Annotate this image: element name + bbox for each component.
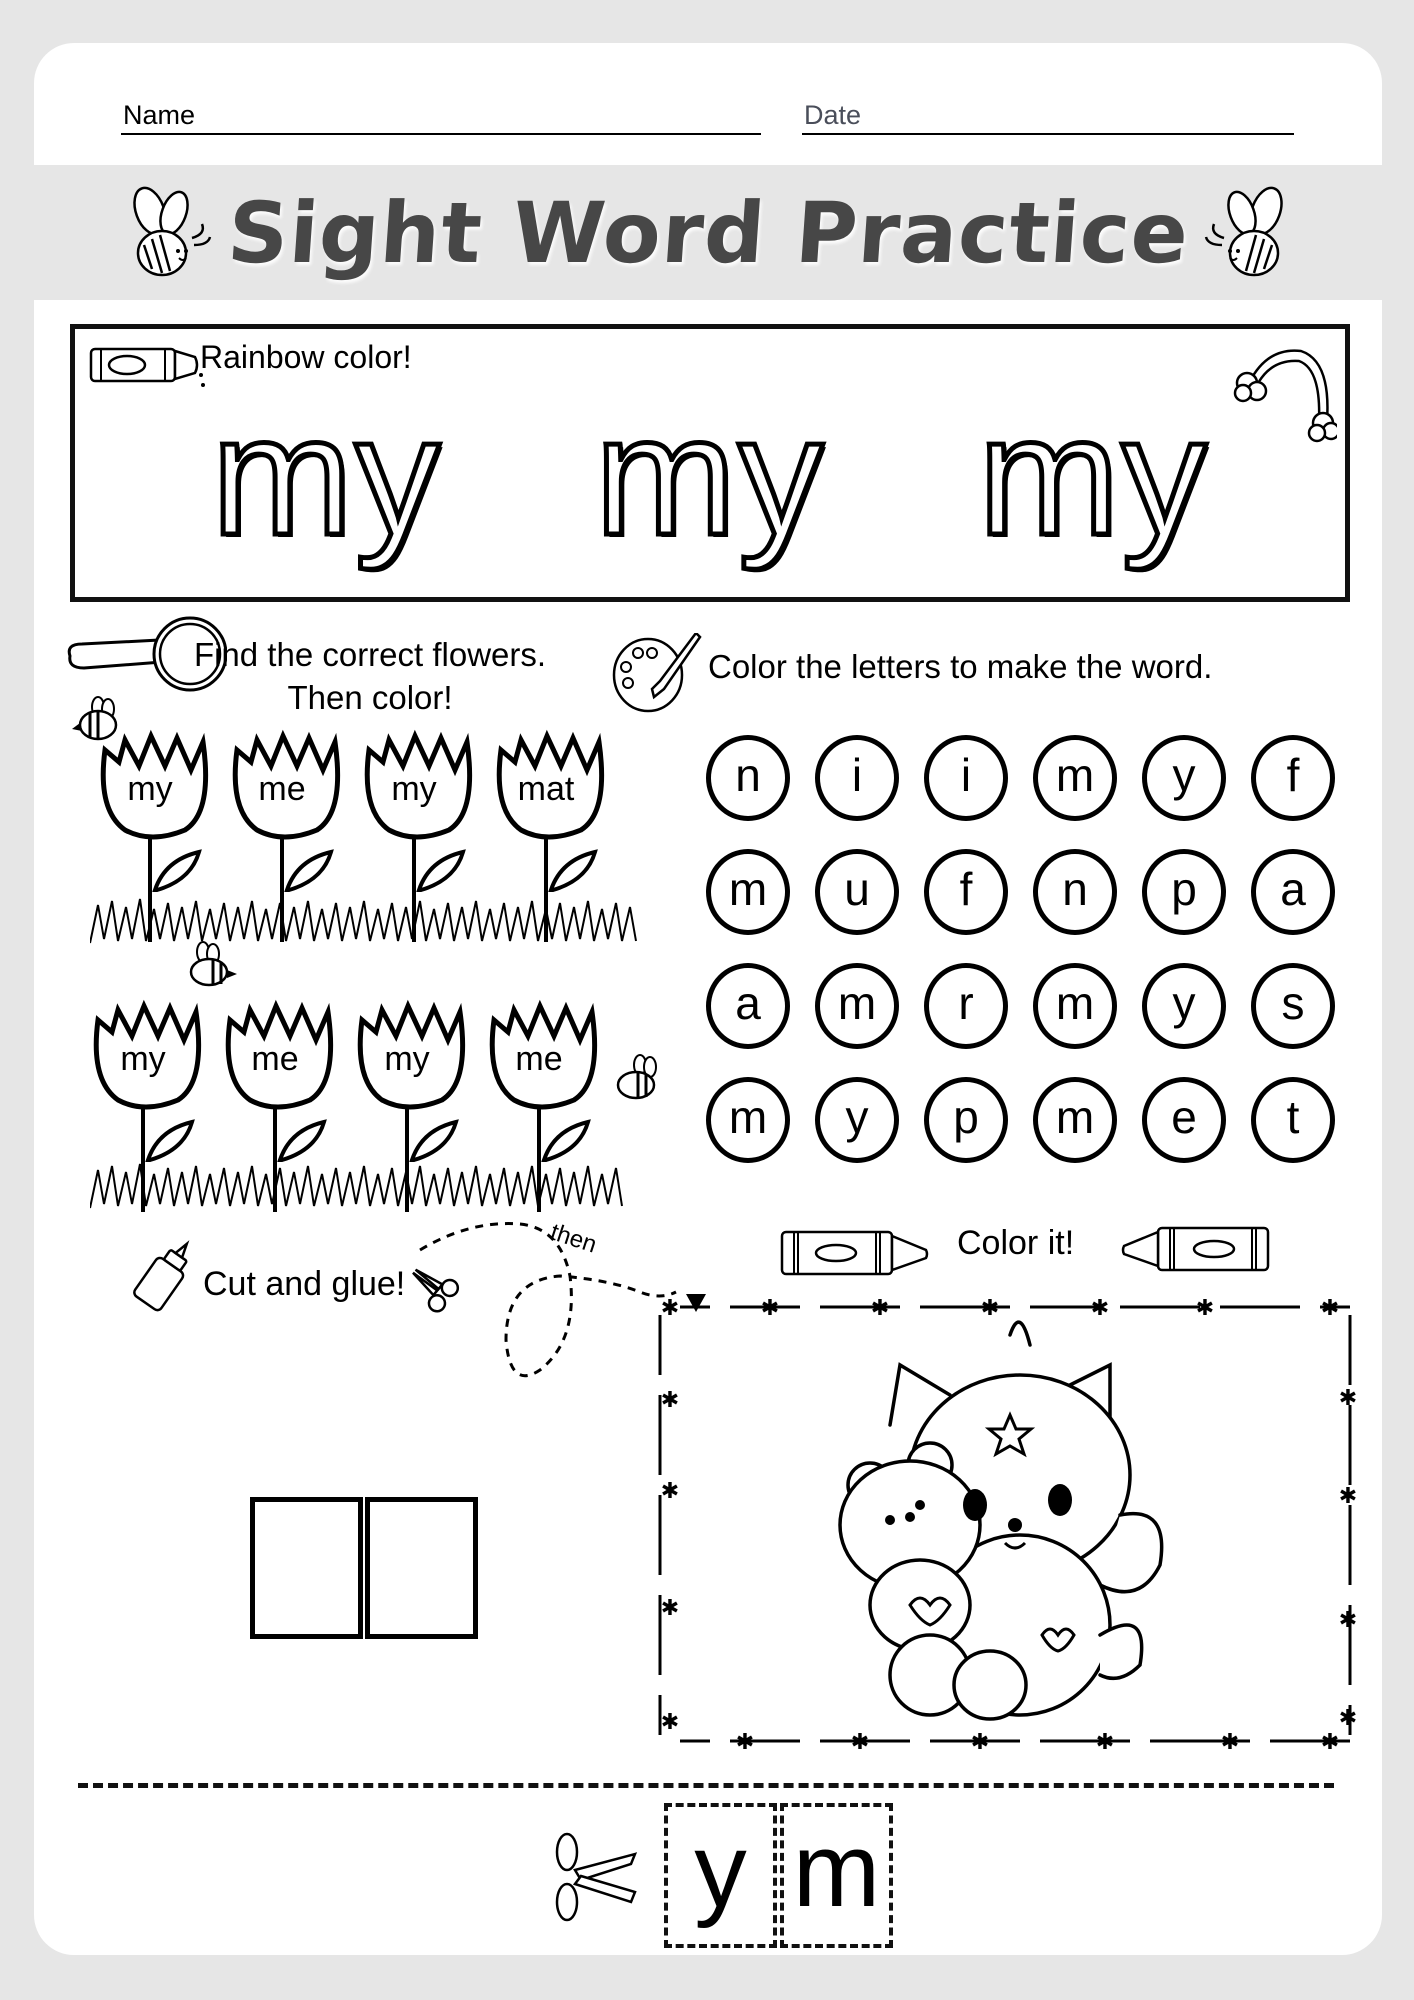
letter-bubble[interactable]: n bbox=[706, 735, 790, 821]
letter-bubble[interactable]: p bbox=[924, 1077, 1008, 1163]
svg-text:✱: ✱ bbox=[1220, 1730, 1240, 1755]
svg-text:✱: ✱ bbox=[1090, 1296, 1110, 1321]
svg-text:✱: ✱ bbox=[1195, 1296, 1215, 1321]
rainbow-color-section bbox=[70, 324, 1350, 602]
letter-bubble[interactable]: m bbox=[1033, 735, 1117, 821]
bee-icon bbox=[185, 940, 240, 990]
flower-word: my bbox=[120, 1040, 166, 1078]
svg-text:✱: ✱ bbox=[1320, 1296, 1340, 1321]
grass-icon bbox=[90, 895, 640, 945]
cutout-letter-tile[interactable]: y bbox=[664, 1803, 777, 1948]
svg-text:✱: ✱ bbox=[660, 1596, 680, 1621]
color-it-instruction: Color it! bbox=[957, 1224, 1075, 1262]
letter-bubble[interactable]: i bbox=[815, 735, 899, 821]
outline-word[interactable]: my bbox=[978, 381, 1209, 571]
svg-text:✱: ✱ bbox=[760, 1296, 780, 1321]
svg-text:✱: ✱ bbox=[660, 1388, 680, 1413]
outline-word[interactable]: my bbox=[594, 381, 826, 571]
letter-bubble[interactable]: y bbox=[1142, 963, 1226, 1049]
bee-icon bbox=[610, 1053, 665, 1103]
crayon-icon bbox=[87, 341, 207, 389]
glue-box[interactable] bbox=[365, 1497, 478, 1639]
bee-icon bbox=[122, 183, 214, 283]
letter-bubble[interactable]: y bbox=[815, 1077, 899, 1163]
svg-text:✱: ✱ bbox=[1338, 1608, 1358, 1633]
page-title: Sight Word Practice bbox=[224, 183, 1192, 282]
svg-text:✱: ✱ bbox=[1338, 1484, 1358, 1509]
letter-bubble[interactable]: t bbox=[1251, 1077, 1335, 1163]
outline-word[interactable]: my bbox=[211, 381, 442, 571]
glue-bottle-icon bbox=[125, 1235, 205, 1315]
flower-word: me bbox=[251, 1040, 299, 1078]
svg-text:✱: ✱ bbox=[970, 1730, 990, 1755]
letter-bubble[interactable]: a bbox=[1251, 849, 1335, 935]
flower-word: my bbox=[127, 770, 173, 808]
letter-bubble[interactable]: a bbox=[706, 963, 790, 1049]
scissors-icon bbox=[545, 1830, 640, 1925]
letter-bubble[interactable]: p bbox=[1142, 849, 1226, 935]
flower-word: me bbox=[258, 770, 306, 808]
letter-bubble[interactable]: f bbox=[1251, 735, 1335, 821]
date-field[interactable] bbox=[802, 95, 1294, 135]
svg-text:✱: ✱ bbox=[660, 1479, 680, 1504]
svg-text:✱: ✱ bbox=[735, 1730, 755, 1755]
svg-text:✱: ✱ bbox=[850, 1730, 870, 1755]
letter-bubble[interactable]: s bbox=[1251, 963, 1335, 1049]
flower-word: mat bbox=[517, 770, 575, 808]
svg-text:✱: ✱ bbox=[660, 1710, 680, 1735]
date-label: Date bbox=[804, 100, 862, 130]
letters-instruction: Color the letters to make the word. bbox=[708, 648, 1213, 685]
cut-glue-instruction: Cut and glue! bbox=[203, 1265, 406, 1303]
title-banner bbox=[34, 165, 1382, 300]
glue-box[interactable] bbox=[250, 1497, 363, 1639]
letter-bubble[interactable]: r bbox=[924, 963, 1008, 1049]
letter-bubble[interactable]: u bbox=[815, 849, 899, 935]
crayon-icon bbox=[1120, 1224, 1270, 1274]
svg-text:✱: ✱ bbox=[660, 1296, 680, 1321]
letter-bubble[interactable]: m bbox=[815, 963, 899, 1049]
then-label: then bbox=[547, 1218, 600, 1259]
svg-text:✱: ✱ bbox=[1095, 1730, 1115, 1755]
letter-bubble[interactable]: e bbox=[1142, 1077, 1226, 1163]
bee-icon bbox=[1202, 183, 1294, 283]
cutout-tiles bbox=[664, 1803, 893, 1948]
letter-bubble[interactable]: f bbox=[924, 849, 1008, 935]
crayon-icon bbox=[780, 1228, 930, 1278]
svg-text:✱: ✱ bbox=[1338, 1706, 1358, 1731]
svg-text:✱: ✱ bbox=[870, 1296, 890, 1321]
cutout-letter-tile[interactable]: m bbox=[780, 1803, 893, 1948]
flower-instruction: Find the correct flowers. Then color! bbox=[193, 636, 547, 716]
svg-text:✱: ✱ bbox=[980, 1296, 1000, 1321]
flower-word: my bbox=[391, 770, 437, 808]
outline-words bbox=[75, 381, 1345, 571]
cut-line bbox=[78, 1783, 1334, 1788]
rainbow-instruction: Rainbow color! bbox=[200, 339, 412, 375]
name-label: Name bbox=[123, 100, 196, 130]
letter-bubble[interactable]: i bbox=[924, 735, 1008, 821]
flower-word: my bbox=[384, 1040, 430, 1078]
flower-word: me bbox=[515, 1040, 563, 1078]
letter-bubble[interactable]: y bbox=[1142, 735, 1226, 821]
svg-text:✱: ✱ bbox=[1338, 1386, 1358, 1411]
palette-icon bbox=[610, 633, 705, 713]
unicorn-cat-with-teddy-bear-illustration bbox=[810, 1305, 1190, 1725]
grass-icon bbox=[90, 1160, 640, 1210]
svg-text:✱: ✱ bbox=[1320, 1730, 1340, 1755]
letter-grid bbox=[706, 735, 1335, 1163]
letter-bubble[interactable]: m bbox=[1033, 1077, 1117, 1163]
glue-target-boxes bbox=[250, 1497, 478, 1639]
letter-bubble[interactable]: m bbox=[706, 849, 790, 935]
letter-bubble[interactable]: m bbox=[1033, 963, 1117, 1049]
letter-bubble[interactable]: n bbox=[1033, 849, 1117, 935]
letter-bubble[interactable]: m bbox=[706, 1077, 790, 1163]
name-field[interactable] bbox=[121, 95, 761, 135]
